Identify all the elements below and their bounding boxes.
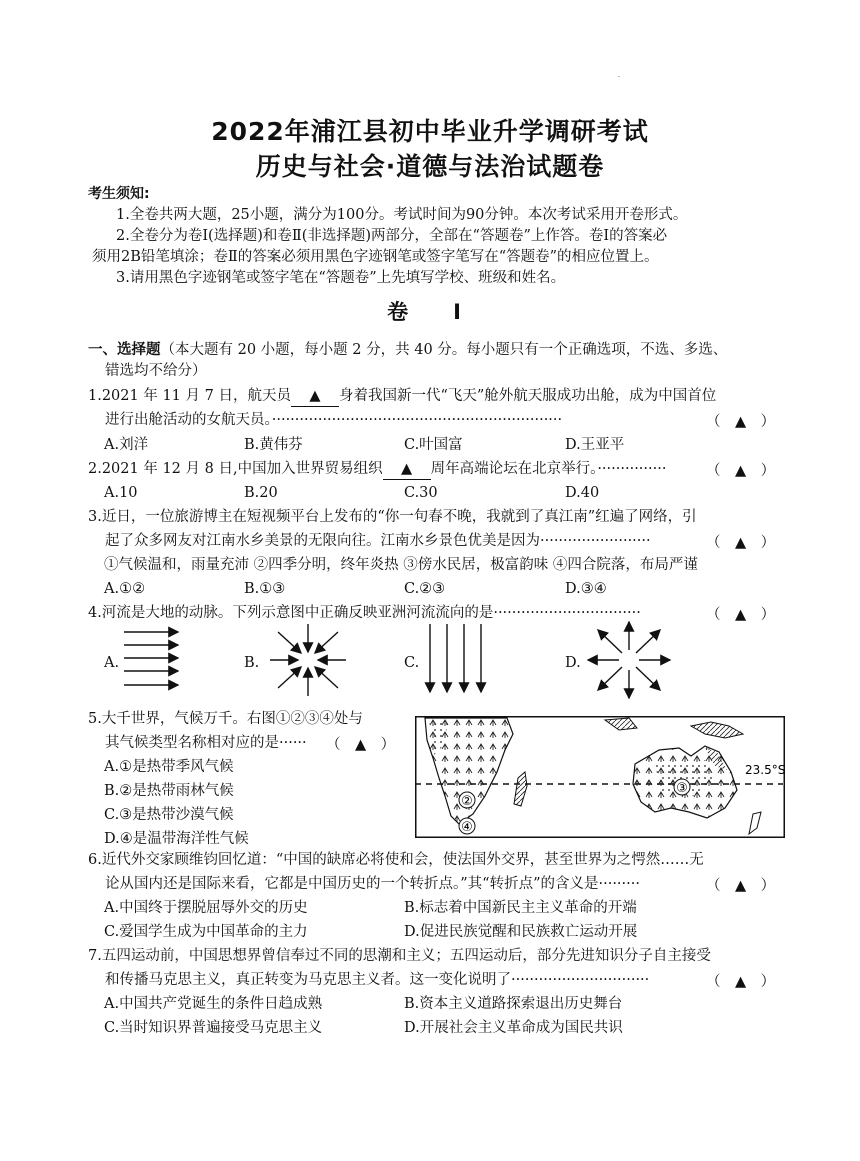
q7-option-d: D.开展社会主义革命成为国民共识 [404, 1020, 623, 1036]
notice-heading: 考生须知: [88, 186, 150, 202]
q4-stem: 4.河流是大地的动脉。下列示意图中正确反映亚洲河流流向的是································ [88, 605, 641, 621]
q4-option-a-label: A. [104, 655, 120, 671]
scan-dot: · [618, 74, 620, 81]
q5-stem-line1: 5.大千世界，气候万千。右图①②③④处与 [88, 711, 363, 727]
q2-stem [88, 459, 666, 480]
q1-option-d: D.王亚平 [565, 437, 625, 453]
q5-option-b: B.②是热带雨林气候 [104, 783, 234, 799]
q2-stem-post: 周年高端论坛在北京举行。··············· [430, 461, 667, 477]
q7-option-c: C.当时知识界普遍接受马克思主义 [104, 1020, 323, 1036]
q2-option-d: D.40 [565, 485, 600, 501]
q5-stem-line2: 其气候类型名称相对应的是······ [105, 735, 307, 751]
q3-stem-line2: 起了众多网友对江南水乡美景的无限向往。江南水乡景色优美是因为························ [105, 533, 651, 549]
q5-option-c: C.③是热带沙漠气候 [104, 807, 234, 823]
part1-desc: （本大题有 20 小题，每小题 2 分，共 40 分。每小题只有一个正确选项，不选、多选、 [160, 342, 728, 358]
notice-item-2-cont: 须用2B铅笔填涂；卷Ⅱ的答案必须用黑色字迹钢笔或签字笔写在“答题卷”的相应位置上。 [92, 249, 659, 265]
notice-item-2: 2.全卷分为卷Ⅰ(选择题)和卷Ⅱ(非选择题)两部分，全部在“答题卷”上作答。卷Ⅰ的答案必 [116, 228, 668, 244]
q1-stem-pre: 1.2021 年 11 月 7 日，航天员 [88, 388, 291, 404]
map-label-3: ③ [676, 781, 688, 796]
map-label-2: ② [461, 794, 473, 809]
q4-option-b-label: B. [244, 655, 260, 671]
q1-option-b: B.黄伟芬 [244, 437, 303, 453]
section-title: 卷 Ⅰ [387, 300, 473, 324]
notice-item-3: 3.请用黑色字迹钢笔或签字笔在“答题卷”上先填写学校、班级和姓名。 [116, 270, 566, 286]
q5-answer-mark: （ ▲ ） [326, 737, 396, 753]
q4-diagram-c [424, 622, 490, 696]
q6-stem-line1: 6.近代外交家顾维钧回忆道：“中国的缺席必将使和会，使法国外交界，甚至世界为之愕然……无 [88, 852, 704, 868]
q1-answer-mark: （ ▲ ） [706, 414, 776, 430]
part1-header [88, 340, 727, 360]
q7-stem-line2: 和传播马克思主义，真正转变为马克思主义者。这一变化说明了······························ [105, 972, 650, 988]
q6-option-b: B.标志着中国新民主主义革命的开端 [404, 900, 637, 916]
map-latitude-label: 23.5°S [745, 763, 785, 777]
map-label-4: ④ [461, 820, 473, 835]
q4-diagram-b [268, 622, 348, 698]
q3-statements: ①气候温和，雨量充沛 ②四季分明，终年炎热 ③傍水民居，极富韵味 ④四合院落，布局严谨 [104, 557, 698, 573]
q6-stem-line2: 论从国内还是国际来看，它都是中国历史的一个转折点。”其“转折点”的含义是········· [105, 876, 640, 892]
q5-climate-map [415, 716, 785, 838]
q3-option-a: A.①② [104, 581, 146, 597]
exam-title: 2022年浦江县初中毕业升学调研考试 [211, 117, 649, 146]
q4-option-c-label: C. [404, 655, 420, 671]
q6-option-a: A.中国终于摆脱屈辱外交的历史 [104, 900, 308, 916]
q1-stem [88, 386, 716, 407]
q3-option-b: B.①③ [244, 581, 286, 597]
q7-option-b: B.资本主义道路探索退出历史舞台 [404, 996, 623, 1012]
q4-diagram-a [122, 626, 182, 692]
q1-option-a: A.刘洋 [104, 437, 149, 453]
q7-answer-mark: （ ▲ ） [706, 974, 776, 990]
part1-desc-cont: 错选均不给分） [105, 363, 207, 379]
q3-stem-line1: 3.近日，一位旅游博主在短视频平台上发布的“你一句春不晚，我就到了真江南”红遍了网络，引 [88, 509, 697, 525]
q4-option-d-label: D. [565, 655, 581, 671]
q4-diagram-d [586, 620, 672, 700]
q3-option-d: D.③④ [565, 581, 607, 597]
q1-blank: ▲ [291, 386, 339, 407]
q6-option-d: D.促进民族觉醒和民族救亡运动开展 [404, 924, 638, 940]
q3-option-c: C.②③ [404, 581, 446, 597]
q2-stem-pre: 2.2021 年 12 月 8 日,中国加入世界贸易组织 [88, 461, 383, 477]
exam-subtitle: 历史与社会·道德与法治试题卷 [255, 152, 605, 181]
q6-option-c: C.爱国学生成为中国革命的主力 [104, 924, 308, 940]
q2-option-b: B.20 [244, 485, 278, 501]
q2-option-a: A.10 [104, 485, 138, 501]
q4-answer-mark: （ ▲ ） [706, 607, 776, 623]
part1-heading: 一、选择题 [88, 342, 161, 358]
q1-option-c: C.叶国富 [404, 437, 463, 453]
q3-answer-mark: （ ▲ ） [706, 535, 776, 551]
q1-stem-line2: 进行出舱活动的女航天员。······························································· [105, 412, 563, 428]
q2-blank: ▲ [383, 459, 431, 480]
q5-option-d: D.④是温带海洋性气候 [104, 831, 249, 847]
q2-answer-mark: （ ▲ ） [706, 463, 776, 479]
q1-stem-post: 身着我国新一代“飞天”舱外航天服成功出舱，成为中国首位 [338, 388, 717, 404]
q2-option-c: C.30 [404, 485, 438, 501]
q5-option-a: A.①是热带季风气候 [104, 759, 234, 775]
q7-stem-line1: 7.五四运动前，中国思想界曾信奉过不同的思潮和主义；五四运动后，部分先进知识分子自主接受 [88, 948, 711, 964]
notice-item-1: 1.全卷共两大题，25小题，满分为100分。考试时间为90分钟。本次考试采用开卷形式。 [116, 207, 688, 223]
q7-option-a: A.中国共产党诞生的条件日趋成熟 [104, 996, 323, 1012]
q6-answer-mark: （ ▲ ） [706, 878, 776, 894]
